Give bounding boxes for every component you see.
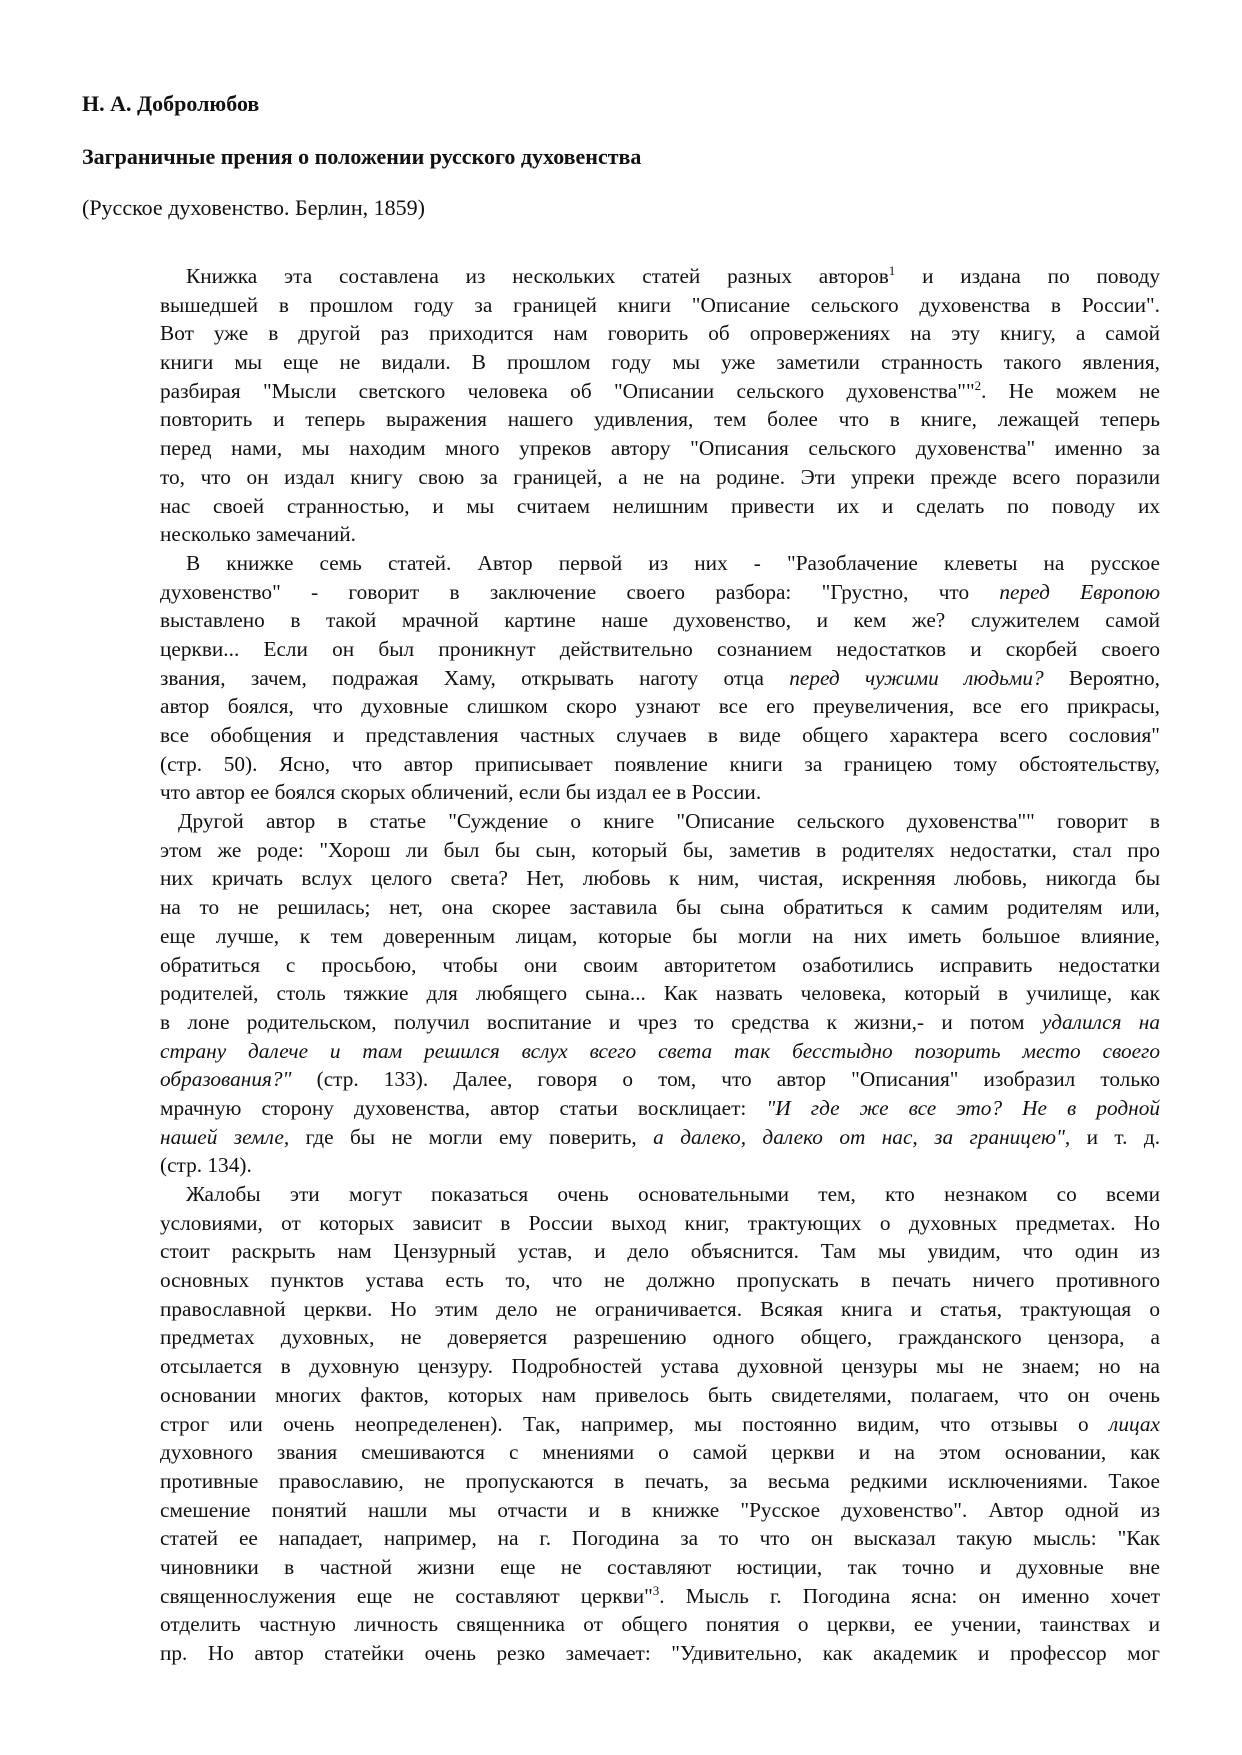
- text-line: [160, 1496, 1160, 1525]
- text-line: [160, 750, 1160, 779]
- text-line: [160, 291, 1160, 320]
- text-run: статей ее нападает, например, на г. Погодина за то что он высказал такую мысль: "Как: [160, 1526, 1160, 1551]
- text-line: [160, 721, 1160, 750]
- text-line: [160, 1582, 1160, 1611]
- text-run: стоит раскрыть нам Цензурный устав, и дело объяснится. Там мы увидим, что один из: [160, 1239, 1160, 1264]
- text-line: [160, 606, 1160, 635]
- text-run: что автор ее боялся скорых обличений, если бы издал ее в России.: [160, 780, 762, 805]
- text-run: автор боялся, что духовные слишком скоро узнают все его преувеличения, все его прикрасы,: [160, 694, 1160, 719]
- text-run: обратиться с просьбою, чтобы они своим авторитетом озаботились исправить недостатки: [160, 952, 1160, 977]
- text-line: [160, 1295, 1160, 1324]
- text-run: священнослужения еще не составляют церкви": [160, 1583, 653, 1608]
- text-run: . Мысль г. Погодина ясна: он именно хочет: [659, 1583, 1161, 1608]
- text-line: [160, 1352, 1160, 1381]
- text-run: звания, зачем, подражая Хаму, открывать наготу отца: [160, 665, 790, 690]
- footnote-marker: 1: [888, 262, 896, 278]
- text-line: [160, 1065, 1160, 1094]
- article-title: Заграничные прения о положении русского духовенства: [82, 144, 642, 169]
- text-run: Другой автор в статье "Суждение о книге "Описание сельского духовенства"" говорит в: [178, 809, 1160, 834]
- text-line: [160, 1180, 1160, 1209]
- text-line: [160, 520, 1160, 549]
- footnote-marker: 3: [652, 1582, 660, 1598]
- italic-text: удалился на: [1041, 1009, 1160, 1034]
- article-subtitle: (Русское духовенство. Берлин, 1859): [82, 195, 425, 220]
- text-run: несколько замечаний.: [160, 522, 356, 547]
- text-run: этом же роде: "Хорош ли был бы сын, который бы, заметив в родителях недостатки, стал про: [160, 837, 1160, 862]
- text-run: и издана по поводу: [895, 264, 1160, 288]
- text-run: Вероятно,: [1043, 665, 1160, 690]
- text-run: . Не можем не: [981, 378, 1161, 403]
- text-run: в лоне родительском, получил воспитание и чрез то средства к жизни,- и потом: [160, 1009, 1042, 1034]
- text-run: вышедшей в прошлом году за границей книги "Описание сельского духовенства в России".: [160, 292, 1160, 317]
- text-line: [160, 377, 1160, 406]
- text-run: церкви... Если он был проникнут действительно сознанием недостатков и скорбей своего: [160, 636, 1160, 661]
- text-line: [160, 434, 1160, 463]
- text-line: [160, 319, 1160, 348]
- text-run: все обобщения и представления частных случаев в виде общего характера всего сословия": [160, 723, 1160, 747]
- text-line: [160, 1524, 1160, 1553]
- italic-text: перед Европою: [999, 579, 1161, 604]
- footnote-marker: 2: [974, 377, 982, 393]
- text-line: [160, 549, 1160, 578]
- text-line: [160, 1323, 1160, 1352]
- text-run: Книжка эта составлена из нескольких статей разных авторов: [186, 264, 889, 288]
- text-run: смешение понятий нашли мы отчасти и в книжке "Русское духовенство". Автор одной из: [160, 1497, 1160, 1522]
- text-line: [160, 1610, 1160, 1639]
- text-run: Жалобы эти могут показаться очень основательными тем, кто незнаком со всеми: [186, 1182, 1160, 1206]
- text-line: [160, 635, 1160, 664]
- text-run: повторить и теперь выражения нашего удивления, тем более что в книге, лежащей теперь: [160, 407, 1160, 432]
- text-line: [160, 1094, 1160, 1123]
- text-run: отсылается в духовную цензуру. Подробностей устава духовной цензуры мы не знаем; но на: [160, 1354, 1160, 1379]
- text-run: мрачную сторону духовенства, автор статьи восклицает:: [160, 1095, 767, 1120]
- text-line: [160, 262, 1160, 291]
- text-run: еще лучше, к тем доверенным лицам, которые бы могли на них иметь большое влияние,: [160, 923, 1160, 948]
- text-line: [160, 778, 1160, 807]
- text-run: них кричать вслух целого света? Нет, любовь к ним, чистая, искренняя любовь, никогда бы: [160, 866, 1160, 891]
- text-run: основании многих фактов, которых нам привелось быть свидетелями, полагаем, что он очень: [160, 1382, 1160, 1407]
- text-run: (стр. 133). Далее, говоря о том, что автор "Описания" изобразил только: [291, 1067, 1160, 1092]
- text-run: родителей, столь тяжкие для любящего сына... Как назвать человека, который в училище, как: [160, 981, 1160, 1006]
- text-line: [160, 405, 1160, 434]
- italic-text: нашей земле,: [160, 1124, 290, 1149]
- text-line: [160, 492, 1160, 521]
- text-run: духовного звания смешиваются с мнениями о самой церкви и на этом основании, как: [160, 1440, 1160, 1465]
- text-run: где бы не могли ему поверить,: [289, 1124, 654, 1149]
- text-run: и т. д.: [1070, 1124, 1161, 1149]
- text-line: [160, 463, 1160, 492]
- text-run: то, что он издал книгу свою за границей, а не на родине. Эти упреки прежде всего поразили: [160, 464, 1160, 489]
- text-run: условиями, от которых зависит в России выход книг, трактующих о духовных предметах. Но: [160, 1210, 1160, 1235]
- text-run: перед нами, мы находим много упреков автору "Описания сельского духовенства" именно за: [160, 436, 1160, 461]
- text-run: противные православию, не пропускаются в печать, за весьма редкими исключениями. Такое: [160, 1468, 1160, 1493]
- text-line: [160, 692, 1160, 721]
- text-run: нас своей странностью, и мы считаем нелишним привести их и сделать по поводу их: [160, 493, 1160, 518]
- text-line: [160, 1123, 1160, 1152]
- text-line: [160, 1381, 1160, 1410]
- text-line: [160, 1008, 1160, 1037]
- text-line: [160, 893, 1160, 922]
- text-run: (стр. 134).: [160, 1153, 252, 1178]
- text-line: [160, 1438, 1160, 1467]
- text-line: [160, 348, 1160, 377]
- text-run: (стр. 50). Ясно, что автор приписывает появление книги за границею тому обстоятельству,: [160, 751, 1160, 776]
- text-run: на то не решилась; нет, она скорее заставила бы сына обратиться к самим родителям или,: [160, 895, 1160, 920]
- text-run: выставлено в такой мрачной картине наше духовенство, и кем же? служителем самой: [160, 608, 1160, 633]
- text-run: духовенство" - говорит в заключение своего разбора: "Грустно, что: [160, 579, 1000, 604]
- text-run: В книжке семь статей. Автор первой из них - "Разоблачение клеветы на русское: [186, 550, 1160, 575]
- text-line: [160, 836, 1160, 865]
- text-line: [160, 1467, 1160, 1496]
- text-line: [160, 1410, 1160, 1439]
- text-run: чиновники в частной жизни еще не составляют юстиции, так точно и духовные вне: [160, 1554, 1160, 1579]
- text-line: [160, 1037, 1160, 1066]
- italic-text: перед чужими людьми?: [789, 665, 1044, 690]
- text-run: предметах духовных, не доверяется разрешению одного общего, гражданского цензора, а: [160, 1325, 1160, 1350]
- text-run: пр. Но автор статейки очень резко замечает: "Удивительно, как академик и профессор мог: [160, 1641, 1160, 1665]
- italic-text: страну далече и там решился вслух всего света так бесстыдно позорить место своего: [160, 1038, 1160, 1063]
- italic-text: а далеко, далеко от нас, за границею",: [653, 1124, 1071, 1149]
- text-line: [160, 578, 1160, 607]
- text-line: [160, 951, 1160, 980]
- italic-text: образования?": [160, 1067, 292, 1092]
- text-line: [160, 1639, 1160, 1668]
- text-run: основных пунктов устава есть то, что не должно пропускать в печать ничего противного: [160, 1268, 1160, 1293]
- author-name: Н. А. Добролюбов: [82, 91, 260, 116]
- text-line: [160, 922, 1160, 951]
- text-line: [160, 979, 1160, 1008]
- text-line: [160, 1237, 1160, 1266]
- text-run: отделить частную личность священника от общего понятия о церкви, ее учении, таинствах и: [160, 1612, 1160, 1637]
- article-body: [160, 262, 1160, 1668]
- text-run: строг или очень неопределенен). Так, например, мы постоянно видим, что отзывы о: [160, 1411, 1110, 1436]
- text-line: [160, 1151, 1160, 1180]
- text-line: [160, 1553, 1160, 1582]
- text-run: разбирая "Мысли светского человека об "Описании сельского духовенства"": [160, 378, 975, 403]
- text-run: Вот уже в другой раз приходится нам говорить об опровержениях на эту книгу, а самой: [160, 321, 1160, 346]
- text-run: книги мы еще не видали. В прошлом году мы уже заметили странность такого явления,: [160, 350, 1160, 375]
- text-run: православной церкви. Но этим дело не ограничивается. Всякая книга и статья, трактующая о: [160, 1296, 1160, 1321]
- italic-text: "И где же все это? Не в родной: [766, 1095, 1160, 1120]
- text-line: [160, 1266, 1160, 1295]
- italic-text: лицах: [1109, 1411, 1160, 1436]
- text-line: [160, 807, 1160, 836]
- text-line: [160, 864, 1160, 893]
- text-line: [160, 664, 1160, 693]
- text-line: [160, 1209, 1160, 1238]
